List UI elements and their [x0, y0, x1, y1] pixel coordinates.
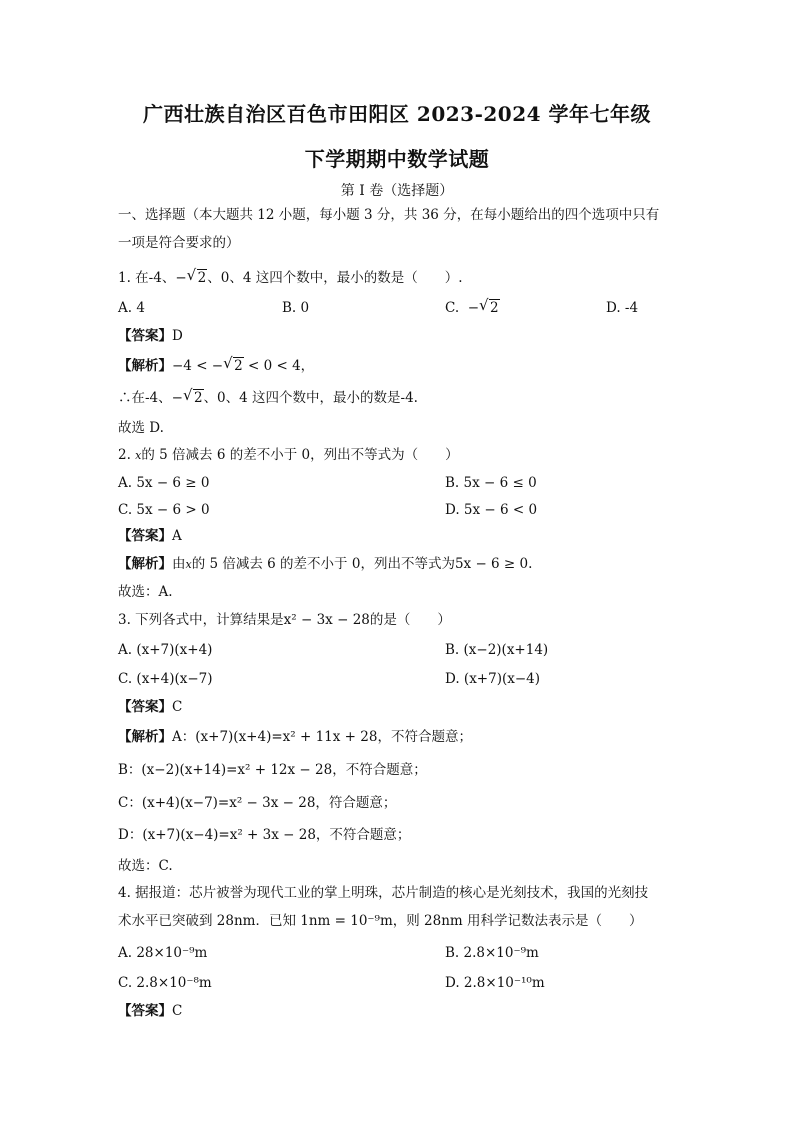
q1-prefix: 1. 在-4、	[118, 270, 176, 286]
q2-option-b: B. 5x − 6 ≤ 0	[445, 475, 537, 491]
q1-option-c-radicand: 2	[490, 300, 499, 316]
q2-option-d: D. 5x − 6 < 0	[445, 502, 538, 518]
q3-suffix: 的是（ ）	[369, 612, 451, 628]
question-3	[118, 610, 451, 630]
q3-option-d: D. (x+7)(x−4)	[445, 671, 541, 687]
q1-analysis-line2	[118, 388, 418, 408]
volume-heading: 第 I 卷（选择题）	[340, 183, 454, 199]
q1-analysis-radicand: 2	[234, 358, 243, 374]
answer-label: 【答案】	[118, 699, 172, 715]
q1-analysis-math: −4 < −	[172, 358, 224, 374]
q2-suffix: 的 5 倍减去 6 的差不小于 0，列出不等式为（ ）	[141, 447, 459, 463]
analysis-label: 【解析】	[118, 556, 172, 572]
q1-analysis2-radicand: 2	[193, 390, 203, 406]
answer-label: 【答案】	[118, 1003, 172, 1019]
q1-option-c-label: C.	[445, 300, 460, 316]
q4-option-c: C. 2.8×10⁻⁸m	[118, 975, 212, 991]
answer-value: A	[172, 528, 182, 544]
answer-label: 【答案】	[118, 328, 172, 344]
answer-label: 【答案】	[118, 528, 172, 544]
q3-analysis-a	[118, 727, 472, 747]
q4-option-d: D. 2.8×10⁻¹⁰m	[445, 975, 545, 991]
q2-option-a: A. 5x − 6 ≥ 0	[118, 475, 210, 491]
q1-analysis-tail: < 0 < 4，	[243, 358, 315, 374]
q2-analysis-mid: 的 5 倍减去 6 的差不小于 0，列出不等式为	[191, 556, 455, 572]
question-4-line2: 术水平已突破到 28nm．已知 1nm = 10⁻⁹m，则 28nm 用科学记数法表示是（ ）	[118, 913, 643, 929]
q1-analysis2-post: 、0、4 这四个数中，最小的数是-4.	[203, 390, 418, 406]
sqrt-symbol	[479, 298, 500, 318]
q3-analysis-b: B：(x−2)(x+14)=x² + 12x − 28，不符合题意；	[118, 762, 427, 778]
q1-option-c	[445, 298, 500, 318]
question-1	[118, 268, 463, 288]
q2-analysis	[118, 554, 532, 575]
q1-radicand: 2	[197, 270, 207, 286]
section-instruction-line1: 一、选择题（本大题共 12 小题，每小题 3 分，共 36 分，在每小题给出的四个选项中只有	[118, 207, 660, 223]
section-instruction-line2: 一项是符合要求的）	[118, 235, 240, 251]
sqrt-symbol	[187, 268, 208, 288]
answer-value: D	[172, 328, 183, 344]
q2-analysis-variable: x	[185, 558, 192, 571]
answer-value: C	[172, 1003, 183, 1019]
question-2	[118, 445, 459, 466]
q2-variable: x	[135, 449, 142, 462]
q3-option-a: A. (x+7)(x+4)	[118, 642, 213, 658]
q2-analysis-expr: 5x − 6 ≥ 0	[454, 556, 529, 572]
q3-analysis-d: D：(x+7)(x−4)=x² + 3x − 28，不符合题意；	[118, 827, 411, 843]
q1-conclusion: 故选 D.	[118, 420, 164, 436]
q2-prefix: 2.	[118, 447, 136, 463]
q1-analysis2-pre: ∴在-4、−	[118, 390, 183, 406]
q3-analysis-a-text: A：(x+7)(x+4)=x² + 11x + 28，不符合题意；	[172, 729, 472, 745]
q1-option-b: B. 0	[282, 300, 310, 316]
q3-option-c: C. (x+4)(x−7)	[118, 671, 213, 687]
q4-option-a: A. 28×10⁻⁹m	[118, 945, 208, 961]
q2-analysis-pre: 由	[172, 556, 186, 572]
q3-option-b: B. (x−2)(x+14)	[445, 642, 549, 658]
sqrt-symbol	[223, 356, 244, 376]
q1-option-c-sign: −	[467, 300, 480, 316]
q3-conclusion: 故选：C.	[118, 858, 173, 874]
q2-conclusion: 故选：A.	[118, 584, 173, 600]
exam-title-line2: 下学期期中数学试题	[304, 147, 490, 171]
q1-answer	[118, 326, 183, 346]
q4-option-b: B. 2.8×10⁻⁹m	[445, 945, 539, 961]
q2-analysis-end: .	[528, 556, 533, 572]
q1-neg-sign: −	[175, 270, 187, 286]
analysis-label: 【解析】	[118, 729, 172, 745]
q1-option-a: A. 4	[118, 300, 145, 316]
q3-expression: x² − 3x − 28	[283, 612, 370, 628]
q2-answer	[118, 526, 182, 546]
answer-value: C	[172, 699, 183, 715]
sqrt-symbol	[183, 388, 204, 408]
q1-suffix: 、0、4 这四个数中，最小的数是（ ）.	[207, 270, 463, 286]
q3-answer	[118, 697, 182, 717]
q3-prefix: 3. 下列各式中，计算结果是	[118, 612, 284, 628]
q4-answer	[118, 1001, 182, 1021]
q1-option-d: D. -4	[606, 300, 639, 316]
exam-title-line1: 广西壮族自治区百色市田阳区 2023-2024 学年七年级	[142, 102, 652, 126]
q1-analysis-line1	[118, 356, 314, 376]
q2-option-c: C. 5x − 6 > 0	[118, 502, 210, 518]
q3-analysis-c: C：(x+4)(x−7)=x² − 3x − 28，符合题意；	[118, 795, 397, 811]
analysis-label: 【解析】	[118, 358, 172, 374]
question-4-line1: 4. 据报道：芯片被誉为现代工业的掌上明珠，芯片制造的核心是光刻技术，我国的光刻技	[118, 885, 649, 901]
